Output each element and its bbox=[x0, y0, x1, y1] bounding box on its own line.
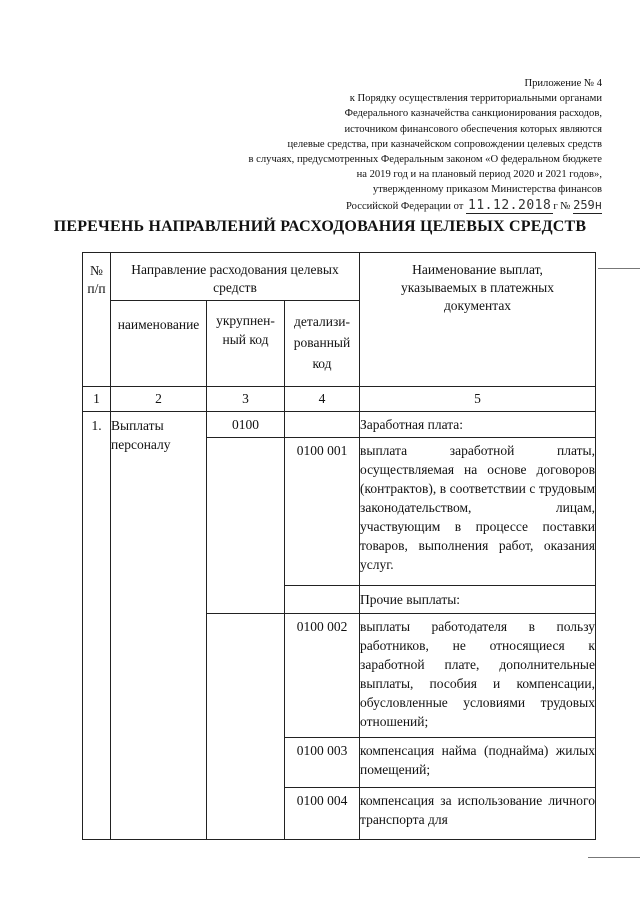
header-line-6: на 2019 год и на плановый период 2020 и 2021 годов», bbox=[356, 169, 602, 181]
column-index-1: 1 bbox=[83, 387, 111, 412]
other-payment-description-2: компенсация найма (поднайма) жилых помещений; bbox=[360, 738, 596, 788]
salary-code: 0100 001 bbox=[285, 438, 360, 586]
header-order-line bbox=[182, 198, 602, 214]
table-header-row bbox=[83, 253, 596, 301]
header-line-5: в случаях, предусмотренных Федеральным законом «О федеральном бюджете bbox=[248, 154, 602, 166]
salary-heading: Заработная плата: bbox=[360, 412, 596, 438]
empty-detail-cell bbox=[285, 586, 360, 614]
column-index-5: 5 bbox=[360, 387, 596, 412]
header-line-1: к Порядку осуществления территориальными органами bbox=[349, 93, 602, 105]
order-date-suffix: г bbox=[553, 200, 558, 212]
header-name: наименование bbox=[111, 301, 207, 387]
scan-edge-mark-bottom bbox=[588, 857, 640, 858]
order-prefix: Российской Федерации от bbox=[346, 200, 464, 212]
document-title: ПЕРЕЧЕНЬ НАПРАВЛЕНИЙ РАСХОДОВАНИЯ ЦЕЛЕВЫХ СРЕДСТВ bbox=[53, 218, 587, 235]
header-line-3: источником финансового обеспечения которых являются bbox=[344, 123, 602, 135]
other-payments-heading: Прочие выплаты: bbox=[360, 586, 596, 614]
column-index-3: 3 bbox=[207, 387, 285, 412]
header-detailed-code: детализи-рованный код bbox=[285, 301, 360, 387]
row-number: 1. bbox=[83, 412, 111, 840]
scan-edge-mark bbox=[598, 268, 640, 269]
table-row bbox=[83, 412, 596, 438]
header-line-7: утвержденному приказом Министерства финансов bbox=[372, 184, 602, 196]
header-direction: Направление расходования целевых средств bbox=[111, 253, 360, 301]
expense-directions-table bbox=[82, 252, 596, 840]
header-line-2: Федерального казначейства санкционирования расходов, bbox=[344, 108, 602, 120]
row-aggregated-code: 0100 bbox=[207, 412, 285, 438]
column-index-2: 2 bbox=[111, 387, 207, 412]
order-date-stamp: 11.12.2018 bbox=[468, 197, 552, 213]
order-number-stamp: 259н bbox=[573, 198, 602, 214]
other-payment-code-3: 0100 004 bbox=[285, 788, 360, 840]
other-payment-code-2: 0100 003 bbox=[285, 738, 360, 788]
column-index-row bbox=[83, 387, 596, 412]
empty-aggregated-cell bbox=[207, 438, 285, 614]
other-payment-description-3: компенсация за использование личного транспорта для bbox=[360, 788, 596, 840]
appendix-label: Приложение № 4 bbox=[524, 78, 602, 89]
header-aggregated-code: укрупнен-ный код bbox=[207, 301, 285, 387]
empty-detail-cell bbox=[285, 412, 360, 438]
header-number: № п/п bbox=[83, 253, 111, 387]
header-line-4: целевые средства, при казначейском сопровождении целевых средств bbox=[287, 138, 602, 150]
empty-aggregated-cell bbox=[207, 614, 285, 840]
order-number-prefix: № bbox=[560, 200, 571, 212]
column-index-4: 4 bbox=[285, 387, 360, 412]
salary-description: выплата заработной платы, осуществляемая на основе договоров (контрактов), в соответствии с трудовым законодательством, лицам, участвующим в процессе поставки товаров, выполнения работ, оказания услуг. bbox=[360, 438, 596, 586]
row-direction-name: Выплаты персоналу bbox=[111, 412, 207, 840]
header-payment-name: Наименование выплат, указываемых в платежных документах bbox=[360, 253, 596, 387]
other-payment-description-1: выплаты работодателя в пользу работников, не относящиеся к заработной плате, дополнительные выплаты, пособия и компенсации, обусловленные условиями трудовых отношений; bbox=[360, 614, 596, 738]
appendix-header bbox=[182, 76, 602, 214]
other-payment-code-1: 0100 002 bbox=[285, 614, 360, 738]
